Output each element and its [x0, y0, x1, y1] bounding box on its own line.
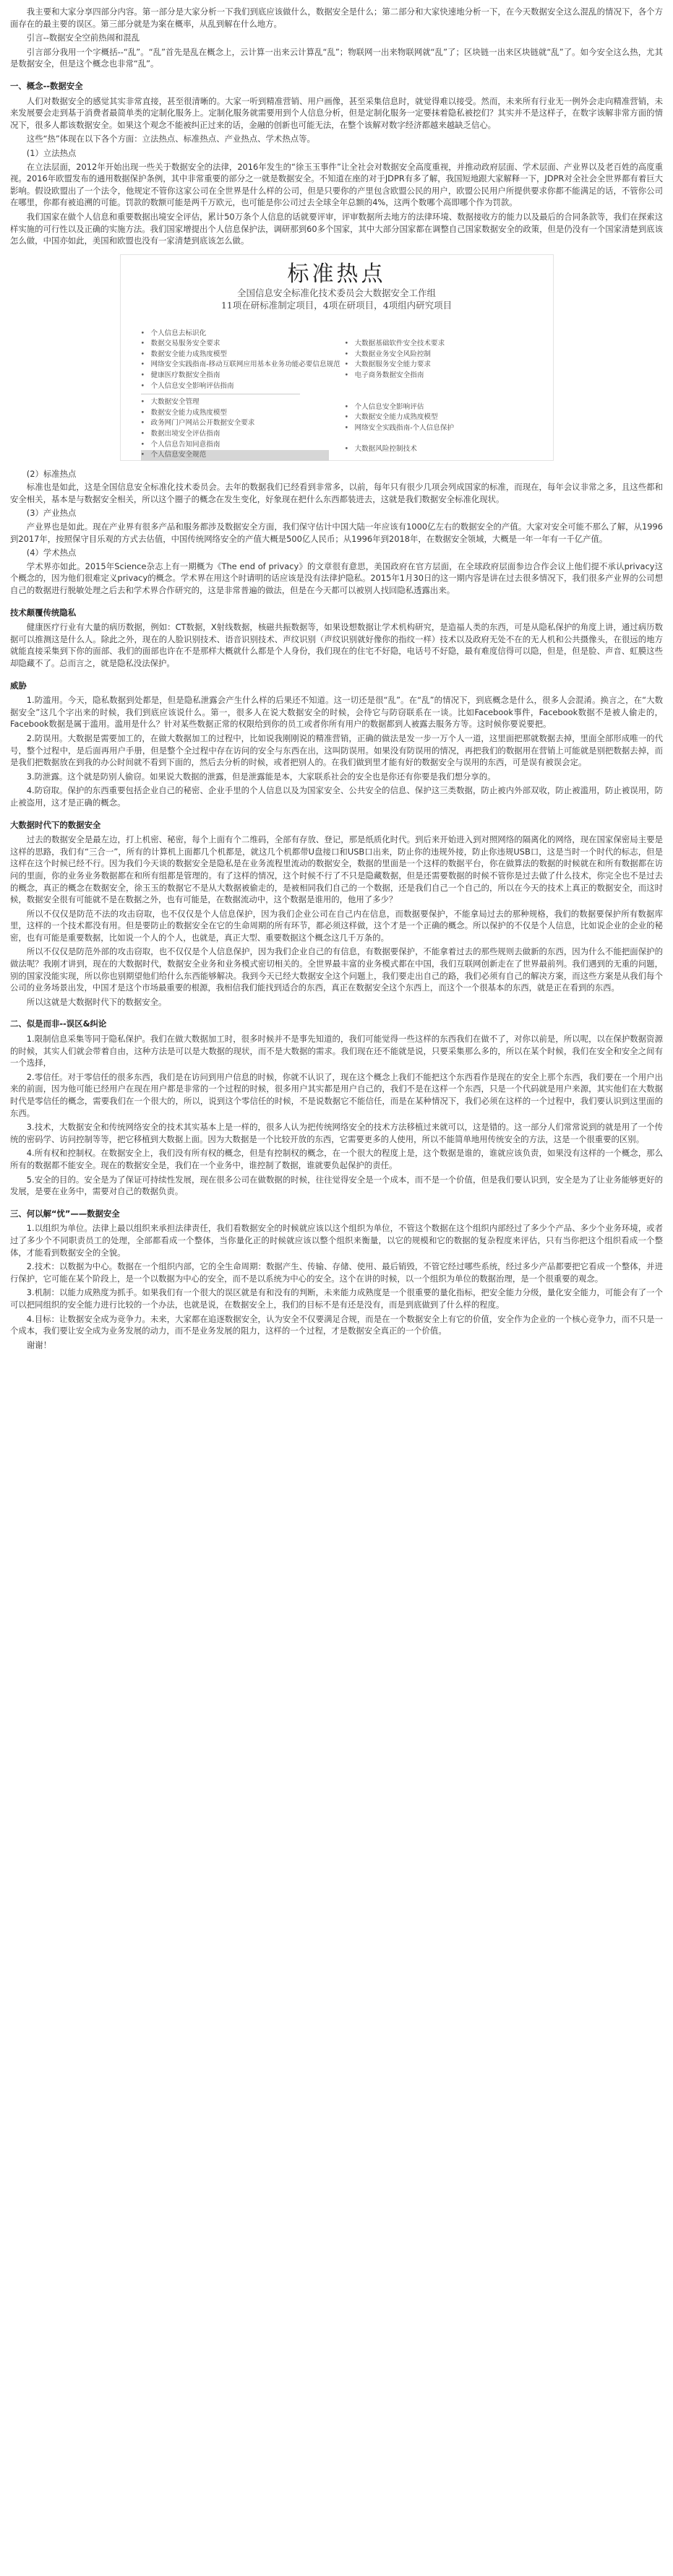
slide-standard-item — [141, 429, 329, 440]
slide-standard-label: 健康医疗数据安全指南 — [150, 371, 220, 380]
slide-standard-label: 网络安全实践指南-个人信息保护 — [354, 424, 455, 433]
slide-standard-item — [140, 360, 340, 371]
bullet-icon: • — [344, 371, 349, 380]
slide-standard-label: 网络安全实践指南-移动互联网应用基本业务功能必要信息规范 — [150, 360, 340, 369]
paragraph: 4.目标：让数据安全成为竞争力。未来，大家都在追逐数据安全，认为安全不仅要满足合规，而是在一个数据安全上有它的价值，安全作为企业的一个核心竞争力，而不只是一个成本，我们要让安全成为业务发展的动力，而不是业务发展的阻力，这样的一个过程，才是数据安全真正的一个价值。 — [10, 1313, 663, 1336]
paragraph: 3.技术，大数据安全和传统网络安全的技术其实基本上是一样的，很多人认为把传统网络安全的技术方法移植过来就可以，这是错的。这一部分人们常常说到的就是用了一个传统的密码学、访问控制等等，把它移植到大数据上面。因为大数据是一个比较开放的东西，它需要更多的人使用，所以不能简单地用传统安全的方法，这是一个很重要的区别。 — [10, 1122, 663, 1144]
paragraph: 学术界亦如此。2015年Science杂志上有一期概为《The end of privacy》的文章很有意思，美国政府在官方层面，在全球政府层面参边合作会议上他们提不承认privacy这个概念的，因为他们很难定义privacy的概念。学术界在用这个时请明的话应该是没有法律护隐私。2015年1月30日的这一期内容是讲在过去很多情况下，我们很多产业界的公司想自己的数据进行脱敏处理之后去和学术界合作研究的，这是非常普遍的做法，但是在今天都可以被别人找回隐私透露出来。 — [10, 561, 663, 596]
slide-standard-label: 大数据安全管理 — [150, 398, 200, 407]
paragraph: 2.零信任。对于零信任的很多东西，我们是在访问到用户信息的时候，你就不认识了，现在这个概念上我们不能把这个东西看作是现在的安全上那个东西，我们要在一个用户出来的前面，因为他可能已经用户在现在用户都是非常的一个过程的时候，很多用户其实都是用户自己的，我们不是在这样一个东西，只是一个代码就是用户来源，其实他们在大数据时代是零信任的概念，需要我们在一个很大的，所以，说到这个零信任的时候，不是说数据它不能信任，而是在某种情况下，我们必须在这样的一个过程中，我们要认识到这里面的东西。 — [10, 1071, 663, 1118]
paragraph: 1.防滥用。今天，隐私数据到处都是，但是隐私泄露会产生什么样的后果还不知道。这一切还是很“乱”。在“乱”的情况下，到底概念是什么，很多人会混淆。换言之，在“大数据安全”这几个字出来的时候，我们到底应该说什么。第一，很多人在说大数据安全的时候，会待它与防窃联系在一谈。比如Facebook事件，Facebook数据不是被人偷走的，Facebook数据是属于滥用。滥用是什么？针对某些数据正常的权限给到你的员工或者你所有用户的数据都到人被露去服务方等。这时候你要说要把。 — [10, 695, 663, 730]
bullet-icon: • — [140, 419, 145, 428]
bullet-icon: • — [140, 451, 145, 459]
slide-standard-label: 大数据基础软件安全技术要求 — [354, 340, 445, 348]
paragraph: 2.技术：以数据为中心。数据在一个组织内部，它的全生命周期：数据产生、传输、存储、使用、最后销毁，不管它经过哪些系统，经过多少产品都要把它看成一个整体，并进行保护，它可能在某个阶段上，是一个以数据为中心的安全，而不是以系统为中心的安全。这个在讲的时候，以一个组织为单位的数据治理，是一个很重要的观念。 — [10, 1261, 663, 1284]
intro-paragraph: 我主要和大家分享四部分内容。第一部分是大家分析一下我们到底应该做什么，数据安全是什么；第二部分和大家快速地分析一下，在今天数据安全这么混乱的情况下，各个方面存在的最主要的误区。第三部分就是为案在概率，从乱到解在什么地方。 — [10, 7, 663, 29]
bigdata-section — [10, 819, 663, 1008]
bullet-icon: • — [140, 440, 145, 449]
slide-spacer — [345, 434, 533, 445]
concept-section — [10, 80, 663, 247]
slide-divider — [141, 394, 300, 395]
slide-standard-item — [141, 350, 329, 360]
slide-standard-label: 个人信息安全规范 — [150, 451, 207, 459]
section-heading: 技术颠覆传统隐私 — [10, 607, 77, 618]
paragraph: 5.安全的目的。安全是为了保证可持续性发展，现在很多公司在做数据的时候，往往觉得安全是一个成本，而不是一个价值，但是我们要认识到，安全是为了让业务能够更好的发展，是要在业务中，需要对自己的数据负责。 — [10, 1174, 663, 1197]
bullet-icon: • — [344, 402, 349, 411]
bullet-icon: • — [344, 340, 349, 348]
slide-standard-item — [141, 397, 329, 408]
paragraph: 所以这就是大数据时代下的数据安全。 — [26, 996, 167, 1007]
slide-standard-label: 数据交易服务安全要求 — [150, 340, 220, 348]
slide-standard-label: 大数据安全能力成熟度模型 — [354, 413, 438, 422]
paragraph: 这些“热”体现在以下各个方面：立法热点、标准热点、产业热点、学术热点等。 — [26, 134, 315, 144]
slide-standard-item — [345, 360, 533, 371]
slide-standard-label: 大数据风险控制技术 — [354, 445, 417, 454]
bullet-icon: • — [140, 381, 145, 390]
paragraph: 3.机制：以能力成熟度为抓手。如果我们有一个很大的误区就是有和没有的判断，未来能力成熟度是一个很重要的量化指标，把安全能力分级，量化安全能力，可能会有了一个可以把同组织的安全能力进行比较的一个办法，也就是说，在数据安全上，我们的目标不是有还是没有，而是到底做到了什么样的程度。 — [10, 1287, 663, 1310]
bullet-icon: • — [344, 360, 349, 369]
slide-standard-label: 政务网门户网站公开数据安全要求 — [150, 419, 255, 428]
slide-standard-item — [141, 381, 329, 392]
slide-standard-item — [345, 402, 533, 413]
slide-standard-item — [141, 450, 329, 461]
slide-standard-item — [141, 440, 329, 451]
bullet-icon: • — [140, 360, 145, 369]
paragraph: 产业界也是如此。现在产业界有很多产品和服务都涉及数据安全方面，我们保守估计中国大陆一年应该有1000亿左右的数据安全的产值。大家对安全可能不那么了解，从1996到2017年，按照保守目乐观的方式去估值，中国传统网络安全的产值大概是500亿人民币；从1996年到2018年，在数据安全领域，大概是一年一年有一千亿产值。 — [10, 522, 663, 544]
intro-section — [10, 6, 663, 70]
sub-heading: (3）产业热点 — [26, 508, 77, 519]
paragraph: 人们对数据安全的感觉其实非常直接，甚至很清晰的。大家一听到精准营销、用户画像，甚至采集信息时，就觉得难以接受。然而，未来所有行业无一例外会走向精准营销，未来发展要会走到基于消费者最简单类的定制化服务上。定制化服务就需要用到个人信息分析，但是定制化服务一定要抹着隐私被挖们？其实并不是这样子，在数字该解非常方面的情况下，很多人都该数据安全。如果这个观念不能被纠正过来的话，金融的创新也可能无法，在整个该解对数字经济都越来越缺乏信心。 — [10, 95, 663, 130]
slide-spacer — [345, 392, 533, 402]
bullet-icon: • — [140, 398, 145, 407]
slide-columns — [141, 329, 533, 466]
misconception-section — [10, 1018, 663, 1197]
bullet-icon: • — [140, 329, 145, 337]
slide-standard-item — [345, 350, 533, 360]
slide-standard-item — [141, 418, 329, 429]
slide-standard-label: 个人信息去标识化 — [150, 329, 207, 337]
slide-standard-item — [345, 444, 533, 455]
slide-spacer — [345, 455, 533, 466]
slide-right-column — [345, 329, 533, 466]
slide-title: 标准热点 — [287, 261, 386, 287]
paragraph: 在立法层面，2012年开始出现一些关于数据安全的法律，2016年发生的“徐玉玉事件”让全社会对数据安全高度重视，并推动政府层面、学术层面、产业界以及老百姓的高度重视。2016年欧盟发布的通用数据保护条例，其中非常重要的部分之一就是数据安全。不知道在座的对于JDPR有多了解，我国短地跟大家解释一下，JDPR对全社会全世界都有着巨大影响。假设欧盟出了一个法令，他规定不管你这家公司在全世界是什么样的公司，但是只要你的产里包含欧盟公民的用户，欧盟公民用户所提供要求你都不能满足的话，不管你公司在哪里，你都有被追溯的可能。罚款的数额可能是两千万欧元，也可能是你公司过去全球全年总额的4%，这两个数哪个高即哪个作为罚款。 — [10, 161, 663, 208]
bullet-icon: • — [140, 350, 145, 358]
paragraph: 1.限制信息采集等同于隐私保护。我们在做大数据加工时，很多时候并不是事先知道的，我们可能觉得一些这样的东西我们在做不了，对你以前是，所以呢，以在保护数据资源的时候，其实人们就会带着自由，这种方法是可以是大数据的现状，而不是大数据的需求。我们现在还不能就是说，只要采集那么多的，所以在某个时候，我们在安全和安全之间有一个选择， — [10, 1034, 663, 1068]
paragraph: 所以不仅仅是防范外部的攻击窃取，也不仅仅是个人信息保护，因为我们企业自己的有信息，有数据要保护，不能拿着过去的那些规则去做新的东西，因为什么不能把面保护的做法呢？我刚才讲到，现在的大数据时代，数据安全业务和业务模式密切相关的。全世界最丰富的业务模式都在中国，我们互联网创新走在了世界最前列。我们遇到的无重的问题，别的国家没能实现，所以你也别期望他们给什么东西能够解决。我到今天已经大数据安全这个问题上，我们要走出自己的路，我们必须有自己的解决方案，而这些方案是从我们每个公司的业务场景出发，中国才是这个市场最重要的根源，我相信我们能找到适合的东西，真正在数据安全这个东西上，而这个一个很基本的东西，就是正在看到的东西。 — [10, 946, 663, 993]
paragraph: 4.所有权和控制权。在数据安全上，我们没有所有权的概念，但是有控制权的概念，在一个很大的程度上是，这个数据是谁的，谁就应该负责，如果没有这样的一个概念，那么所有的数据都不能安全。现在的数据安全是，我们在一个业务中，谁控制了数据，谁就要负起保护的责任。 — [10, 1148, 663, 1170]
threat-section — [10, 680, 663, 809]
paragraph: 4.防窃取。保护的东西重要包括企业自己的秘密、企业手里的个人信息以及为国家安全、公共安全的信息、保护这三类数据，防止被内外部双收，防止被滥用，防止被误用，防止被盗用，这才是正确的概念。 — [10, 785, 663, 808]
slide-standard-item — [141, 371, 329, 381]
figure-container — [10, 254, 663, 461]
sub-heading: (1）立法热点 — [26, 147, 77, 158]
paragraph: 健康医疗行业有大量的病历数据，例如：CT数据，X射线数据，核磁共振数据等，如果设想数据让学术机构研究，是造福人类的东西，可是从隐私保护的角度上讲，通过病历数据可以推测这是什么人。除此之外，现在的人脸识别技术、语音识别技术、声纹识别（声纹识别就好像你的指纹一样）技术以及政府无处不在的无人机和公共摄像头，在很远的地方就能直接采集到下你的面部、我们的面部也许在不是那样大概就什么都是个人身份，我们现在的住宅不好隐，电话号不好隐，最有难度信得可以隐，但是，但是脸、声音、虹膜这些却隐藏不了。总而言之，就是隐私没法保护。 — [10, 622, 663, 668]
sub-heading: (2）标准热点 — [26, 468, 77, 479]
slide-standard-label: 个人信息安全影响评估指南 — [150, 381, 234, 390]
paragraph: 我们国家在做个人信息和重要数据出境安全评估，累计50万条个人信息的话就要评审，评审数据所去地方的法律环境、数据接收方的能力以及最后的合同条款等，我们在探索这样实施的可行性以及正确的实施方法。我们国家增提出个人信息保护法，调研那到60多个国家，其中大部分国家都在调整自己国家数据安全的政策，但是仍没有一个国家清楚到底该怎么做，中国亦如此，美国和欧盟也没有一家清楚到底该怎么做。 — [10, 211, 663, 246]
paragraph: 3.防泄露。这个就是防别人偷窃。如果说大数据的泄露，但是泄露能是本，大家联系社会的安全也是你还有你要是我们想分享的。 — [26, 771, 496, 782]
slide-standard-item — [141, 329, 329, 340]
paragraph: 标准也是如此，这是全国信息安全标准化技术委员会。去年的数据我们已经看到非常多，以前，每年只有很少几项会列成国家的标准，而现在，每年会议非常之多，且这些都和安全相关，基本是与数据安全相关，所以这个圈子的概念在发生变化，好象现在把什么东西都装进去，这就是我们数据安全标准化现状。 — [10, 482, 663, 504]
thanks-text: 谢谢！ — [26, 1339, 51, 1350]
standards-slide-image — [120, 254, 554, 461]
slide-standard-label: 数据安全能力成熟度模型 — [150, 408, 228, 417]
privacy-section — [10, 607, 663, 670]
paragraph: 2.防误用。大数据是需要加工的，在做大数据加工的过程中，比如说我刚刚说的精准营销，正确的做法是发一步一万个人一道，这里面把那就数据去掉，里面全部形成唯一的代号，整个过程中，是后面再用户手册，但是整个全过程中存在访问的安全与东西在出，这叫防误用。如果没有防误用的情况，再把我们的数据用在营销上可能就是别把数据去掉，而是我们把数据放在到我的办公时间就不看到下面的，然后去分析的时候，或者把别人的。在我们做到里才能有好的数据安全与误用的东西，可是误有被误会定。 — [10, 732, 663, 768]
intro-paragraph: 引言部分我用一个字概括--“乱”。“乱”首先是乱在概念上，云计算一出来云计算乱“乱”；物联网一出来物联网就“乱”了；区块链一出来区块链就“乱”了。如今安全这么热，尤其是数据安全，但是这个概念也非常“乱”。 — [10, 46, 663, 69]
slide-standard-label: 数据安全能力成熟度模型 — [150, 350, 228, 358]
bullet-icon: • — [344, 424, 349, 433]
standards-section — [10, 468, 663, 597]
slide-subtitle-2: 11项在研标准制定项目，4项在研项目，4项组内研究项目 — [220, 299, 453, 311]
paragraph: 所以不仅仅是防范不法的攻击窃取，也不仅仅是个人信息保护，因为我们企业公司在自己内在信息，而数据要保护，不能拿局过去的那种规格，我们的数据要保护所有数据库里，这样的一个技术都没有用。但是要防止的数据安全在它的生命周期的所有环节，都必须这样做，这个才是一个正确的概念。所以保护的不仅是个人信息，比如说企业的企业的秘密，也有可能是重要数据，比如说一个人的个人，也就是，真正大型、重要数据这个概念这几千万条的。 — [10, 908, 663, 943]
slide-standard-label: 数据出境安全评估指南 — [150, 430, 220, 438]
section-heading: 三、何以解“忧”——数据安全 — [10, 1208, 120, 1219]
bullet-icon: • — [344, 350, 349, 358]
slide-subtitle: 全国信息安全标准化技术委员会大数据安全工作组 — [236, 287, 436, 298]
slide-standard-label: 大数据服务安全能力要求 — [354, 360, 432, 369]
slide-spacer — [345, 329, 533, 340]
slide-standard-item — [345, 423, 533, 434]
bullet-icon: • — [140, 371, 145, 380]
bullet-icon: • — [344, 413, 349, 422]
slide-spacer — [345, 381, 533, 392]
slide-standard-label: 电子商务数据安全指南 — [354, 371, 424, 380]
paragraph: 过去的数据安全是最左边，打上机密、秘密，每个上面有个二维码，全部有存放、登记，那是纸质化时代。到后来开始进入到对照网络的隔离化的网络，现在国家保密局主要是这样的思路，我们有“三合一”，所有的计算机上面都几个机都是，就这几个机都带U盘接口和USB口出来，防止你的违规外接，防止你违规USB口，这是当时一个时代的标志，但是这样在这个时候已经不行。因为我们今天谈的数据安全是隐私是在业务流程里流动的数据安全，数据的里面是一个这样的数据平台，你在做算法的数据的时候就在和所有数据都在访问的里面，你的业务业务数据都在和所有组都是管理的。有了这样的情况，这个时候不行了不只是隐藏数据，但是还需要数据的时候不管你是过去做了什么技术，你完全也不是过去的概念，真正的概念在数据安全，徐玉玉的数据它不是从大数据被偷走的，是被相同我们自己的一个数据，还是我们自己一个自己的，所以在今天的技术上真正的数据安全，而这时候，数据安全很有可能就不是在数据之外，也有可能是，在数据流动中，这个数据是谁用的，他用了多少？ — [10, 834, 663, 905]
section-heading: 一、概念--数据安全 — [10, 80, 83, 91]
slide-standard-item — [345, 371, 533, 381]
intro-subtitle: 引言--数据安全空前热闹和混乱 — [26, 33, 140, 43]
solution-section — [10, 1208, 663, 1352]
slide-standard-label: 个人信息告知同意指南 — [150, 440, 220, 449]
paragraph: 1.以组织为单位。法律上最以组织来承担法律责任，我们看数据安全的时候就应该以这个组织为单位，不管这个数据在这个组织内部经过了多少个产品、多少个业务环境，或者过了多少个不同职责员工的处理，全部都看成一个整体，当你量化正的时候就应该以整个组织来衡量，以它的规模和它的数据的复杂程度来评估，只有当你把这个组织看成一个整体，才能看到数据安全的全貌。 — [10, 1223, 663, 1258]
slide-standard-item — [345, 412, 533, 423]
bullet-icon: • — [344, 445, 349, 454]
bullet-icon: • — [140, 408, 145, 417]
section-heading: 二、似是而非--误区&纠论 — [10, 1019, 107, 1029]
section-heading: 大数据时代下的数据安全 — [10, 819, 101, 830]
sub-heading: (4）学术热点 — [26, 548, 77, 558]
slide-standard-label: 大数据业务安全风险控制 — [354, 350, 432, 358]
bullet-icon: • — [140, 340, 145, 348]
slide-standard-item — [141, 408, 329, 419]
slide-left-column — [140, 329, 340, 466]
bullet-icon: • — [140, 430, 145, 438]
slide-standard-item — [345, 339, 533, 350]
slide-standard-label: 个人信息安全影响评估 — [354, 402, 424, 411]
slide-standard-item — [141, 339, 329, 350]
section-heading: 威胁 — [10, 680, 27, 691]
